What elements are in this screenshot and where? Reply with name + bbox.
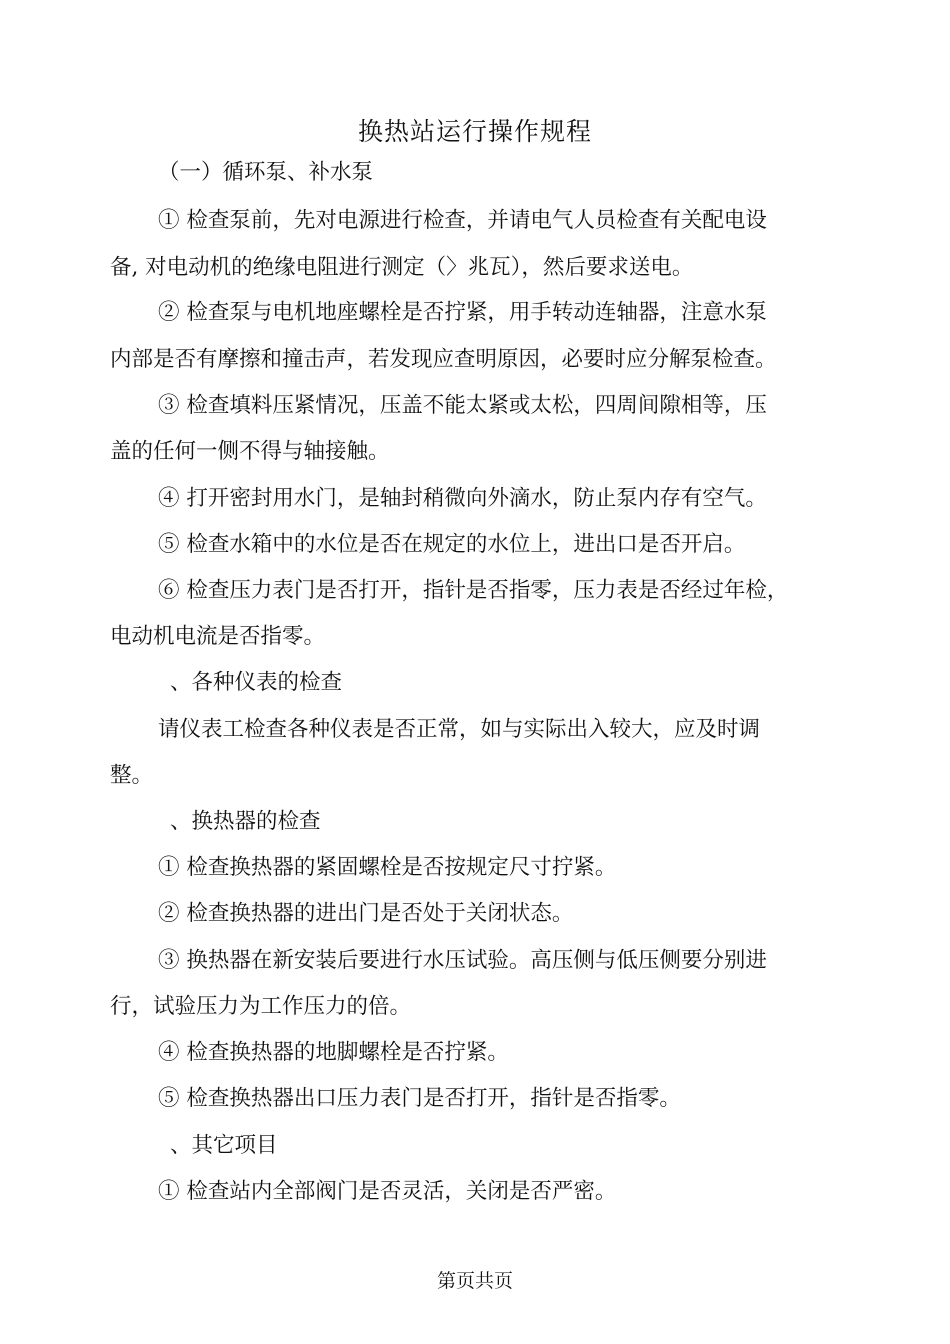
paragraph-line: ④ 打开密封用水门，是轴封稍微向外滴水，防止泵内存有空气。: [158, 486, 767, 511]
paragraph-line: ② 检查泵与电机地座螺栓是否拧紧，用手转动连轴器，注意水泵: [158, 300, 767, 325]
paragraph-line: 备, 对电动机的绝缘电阻进行测定（〉兆瓦），然后要求送电。: [110, 255, 694, 280]
paragraph-line: ③ 检查填料压紧情况，压盖不能太紧或太松，四周间隙相等，压: [158, 393, 767, 418]
section-heading-other: 、其它项目: [170, 1133, 278, 1158]
paragraph-line: ① 检查换热器的紧固螺栓是否按规定尺寸拧紧。: [158, 855, 617, 880]
paragraph-line: 电动机电流是否指零。: [110, 624, 326, 649]
paragraph-line: ① 检查泵前，先对电源进行检查，并请电气人员检查有关配电设: [158, 208, 767, 233]
paragraph-line: ⑥ 检查压力表门是否打开，指针是否指零，压力表是否经过年检，: [158, 578, 789, 603]
section-heading-pumps: （一）循环泵、补水泵: [158, 160, 374, 185]
section-heading-instruments: 、各种仪表的检查: [170, 670, 343, 695]
paragraph-line: ④ 检查换热器的地脚螺栓是否拧紧。: [158, 1040, 509, 1065]
paragraph-line: 请仪表工检查各种仪表是否正常，如与实际出入较大，应及时调: [158, 717, 761, 742]
paragraph-line: ⑤ 检查换热器出口压力表门是否打开，指针是否指零。: [158, 1086, 681, 1111]
paragraph-line: ⑤ 检查水箱中的水位是否在规定的水位上，进出口是否开启。: [158, 532, 746, 557]
paragraph-line: 行，试验压力为工作压力的倍。: [110, 994, 412, 1019]
paragraph-line: ② 检查换热器的进出门是否处于关闭状态。: [158, 901, 574, 926]
section-heading-heat-exchanger: 、换热器的检查: [170, 809, 321, 834]
paragraph-line: 整。: [110, 763, 154, 788]
page-title: 换热站运行操作规程: [357, 117, 592, 146]
paragraph-line: ③ 换热器在新安装后要进行水压试验。高压侧与低压侧要分别进: [158, 948, 767, 973]
paragraph-line: 盖的任何一侧不得与轴接触。: [110, 439, 390, 464]
paragraph-line: 内部是否有摩擦和撞击声，若发现应查明原因，必要时应分解泵检查。: [110, 347, 777, 372]
page-footer: 第页共页: [436, 1270, 513, 1292]
paragraph-line: ① 检查站内全部阀门是否灵活，关闭是否严密。: [158, 1179, 617, 1204]
